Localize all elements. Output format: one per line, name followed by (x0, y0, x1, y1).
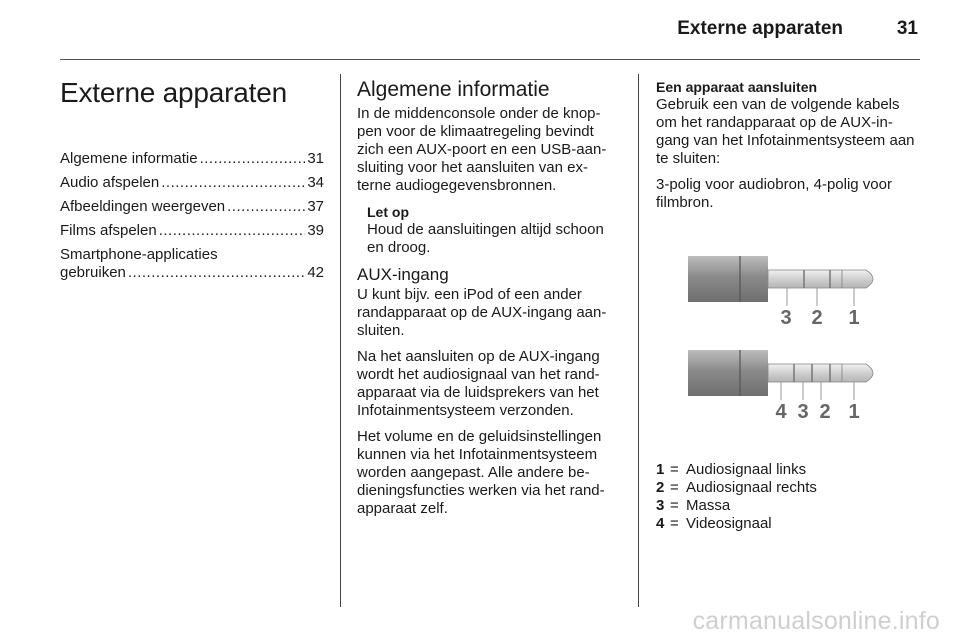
toc-leader (200, 150, 306, 168)
pin-label: 1 (848, 401, 860, 423)
column-divider (638, 74, 639, 607)
toc-entry[interactable] (60, 174, 324, 192)
toc-page: 42 (307, 264, 324, 281)
toc-page: 34 (307, 174, 324, 191)
toc-label-cont: gebruiken (60, 264, 126, 281)
toc-column (60, 78, 324, 288)
toc-entry[interactable] (60, 222, 324, 240)
pin-label: 3 (797, 401, 809, 423)
legend-item (656, 479, 922, 497)
pin-label: 2 (819, 401, 831, 423)
content-column-connect (656, 78, 922, 533)
legend-text: Videosignaal (686, 515, 772, 532)
page-number: 31 (896, 18, 918, 39)
toc-entry[interactable] (60, 150, 324, 168)
toc-label: Audio afspelen (60, 174, 160, 191)
toc-page: 37 (307, 198, 324, 215)
subsection-heading: Een apparaat aansluiten (656, 79, 818, 95)
legend-equals: = (670, 461, 679, 478)
legend-number: 1 (656, 461, 665, 478)
header-divider (60, 59, 920, 60)
legend-equals: = (670, 515, 679, 532)
legend-equals: = (670, 479, 679, 496)
paragraph: U kunt bijv. een iPod of een ander randapparaat op de AUX-ingang aan-sluiten. (357, 286, 607, 339)
toc-leader (128, 264, 305, 282)
note-box (357, 203, 621, 257)
toc-label: Films afspelen (60, 222, 157, 239)
content-column-general (357, 78, 621, 526)
figure-legend (656, 461, 922, 533)
subsection-heading: AUX-ingang (357, 265, 449, 284)
paragraph: Gebruik een van de volgende kabels om het randapparaat op de AUX-in-gang van het Infotainmentsysteem aan te sluiten: (656, 96, 915, 167)
toc-page: 31 (307, 150, 324, 167)
legend-text: Audiosignaal rechts (686, 479, 817, 496)
chapter-title: Externe apparaten (60, 77, 287, 108)
legend-equals: = (670, 497, 679, 514)
table-of-contents (60, 150, 324, 282)
pin-label: 1 (848, 307, 860, 329)
note-title: Let op (367, 204, 409, 220)
toc-leader (227, 198, 305, 216)
watermark: carmanualsonline.info (692, 607, 940, 635)
section-heading: Algemene informatie (357, 78, 550, 101)
toc-page: 39 (307, 222, 324, 239)
legend-text: Massa (686, 497, 731, 514)
pin-label: 3 (780, 307, 792, 329)
legend-number: 4 (656, 515, 665, 532)
paragraph: Na het aansluiten op de AUX-ingang wordt het audiosignaal van het rand-apparaat via de luidsprekers van het Infotainmentsysteem verzonden. (357, 348, 600, 419)
running-header-title: Externe apparaten (677, 18, 843, 39)
intro-paragraph: In de middenconsole onder de knop-pen voor de klimaatregeling bevindt zich een AUX-poort en een USB-aan-sluiting voor het aansluiten van ex-terne audiogegevensbronnen. (357, 105, 607, 194)
toc-entry[interactable] (60, 246, 324, 282)
pin-label: 2 (811, 307, 823, 329)
paragraph: 3-polig voor audiobron, 4-polig voor filmbron. (656, 176, 892, 211)
legend-number: 2 (656, 479, 665, 496)
toc-label: Algemene informatie (60, 150, 198, 167)
toc-entry[interactable] (60, 198, 324, 216)
legend-item (656, 515, 922, 533)
toc-label: Smartphone-applicaties (60, 246, 218, 263)
paragraph: Het volume en de geluidsinstellingen kunnen via het Infotainmentsysteem worden aangepast. Alle andere be-dieningsfuncties werken via het rand-apparaat zelf. (357, 428, 605, 517)
pin-label: 4 (775, 401, 787, 423)
legend-number: 3 (656, 497, 665, 514)
legend-text: Audiosignaal links (686, 461, 807, 478)
toc-leader (159, 222, 306, 240)
note-text: Houd de aansluitingen altijd schoon en droog. (367, 221, 604, 256)
legend-item (656, 497, 922, 515)
column-divider (340, 74, 341, 607)
toc-leader (161, 174, 305, 192)
legend-item (656, 461, 922, 479)
jack-plug-illustration (684, 234, 920, 442)
toc-label: Afbeeldingen weergeven (60, 198, 226, 215)
